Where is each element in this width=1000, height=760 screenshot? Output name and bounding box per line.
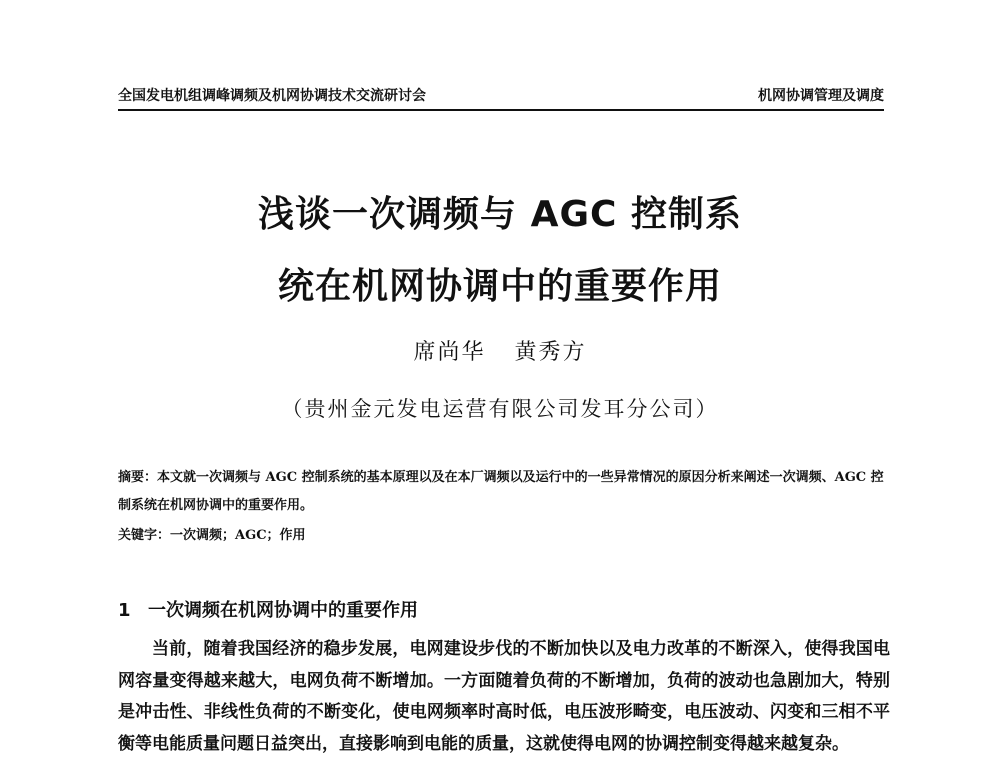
paper-affiliation: （贵州金元发电运营有限公司发耳分公司） [281,397,719,421]
section-number: 1 [118,600,131,621]
paper-title-line-2: 统在机网协调中的重要作用 [277,266,722,307]
body-paragraph: 当前，随着我国经济的稳步发展，电网建设步伐的不断加快以及电力改革的不断深入，使得我国电网容量变得越来越大，电网负荷不断增加。一方面随着负荷的不断增加，负荷的波动也急剧加大，特别是冲击性、非线性负荷的不断变化，使电网频率时高时低，电压波形畸变，电压波动、闪变和三相不平衡等电能质量问题日益突出，直接影响到电能的质量，这就使得电网的协调控制变得越来越复杂。 [118,639,890,754]
abstract-label: 摘要： [118,470,158,485]
header-conference-name: 全国发电机组调峰调频及机网协调技术交流研讨会 [118,88,426,104]
paper-authors: 席尚华 黄秀方 [413,340,587,365]
section-title: 一次调频在机网协调中的重要作用 [148,600,418,621]
section-heading [118,596,418,622]
abstract [118,464,888,520]
keywords-text: 一次调频；AGC；作用 [170,528,306,543]
running-header [118,85,884,111]
keywords-label: 关键字： [118,528,171,543]
keywords [118,524,888,543]
abstract-text: 本文就一次调频与 AGC 控制系统的基本原理以及在本厂调频以及运行中的一些异常情况的原因分析来阐述一次调频、AGC 控制系统在机网协调中的重要作用。 [118,470,884,513]
paper-title-line-1: 浅谈一次调频与 AGC 控制系 [258,194,742,235]
header-section-name: 机网协调管理及调度 [758,88,884,104]
